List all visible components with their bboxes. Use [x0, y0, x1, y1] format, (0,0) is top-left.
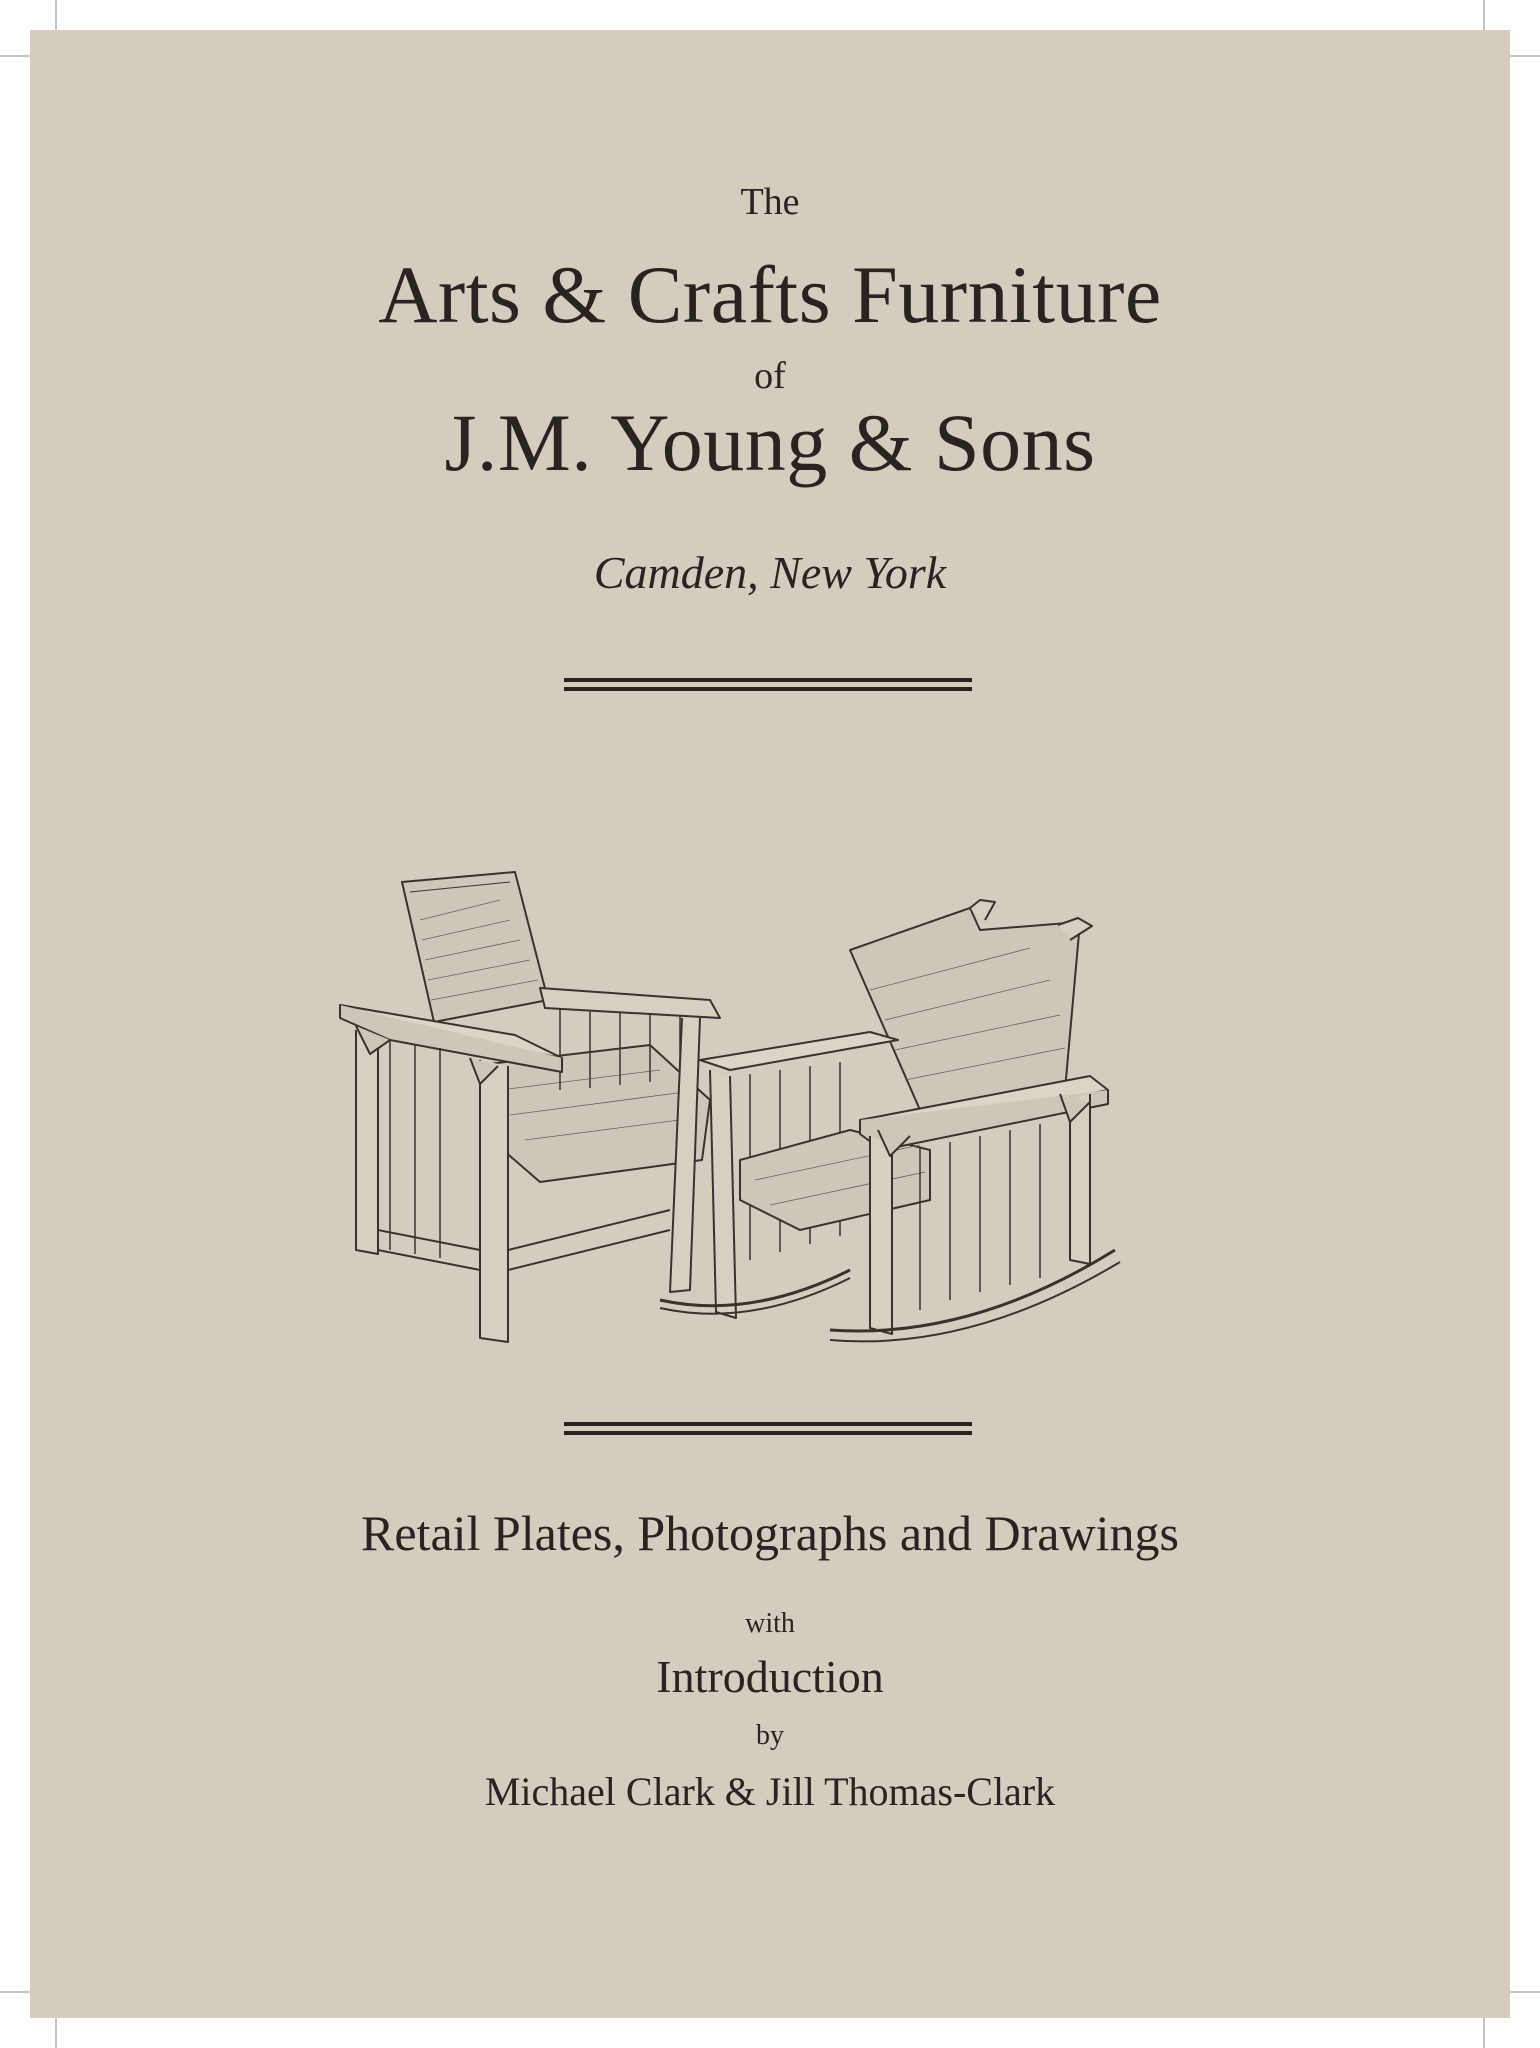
- morris-rocker-icon: [660, 900, 1120, 1341]
- double-rule-top: [564, 678, 972, 692]
- subtitle: Retail Plates, Photographs and Drawings: [361, 1505, 1179, 1561]
- connector-by: by: [756, 1720, 784, 1751]
- book-title: Arts & Crafts Furniture: [378, 249, 1162, 340]
- chairs-illustration: [330, 830, 1230, 1350]
- book-cover: [30, 30, 1510, 2018]
- title-prefix: The: [740, 181, 800, 223]
- double-rule-bottom: [564, 1422, 972, 1436]
- location: Camden, New York: [593, 547, 947, 598]
- company-name: J.M. Young & Sons: [444, 397, 1096, 488]
- authors: Michael Clark & Jill Thomas-Clark: [484, 1769, 1056, 1814]
- title-connector: of: [754, 355, 786, 397]
- connector-with: with: [745, 1608, 795, 1639]
- introduction-label: Introduction: [656, 1651, 884, 1702]
- morris-chair-icon: [340, 872, 720, 1342]
